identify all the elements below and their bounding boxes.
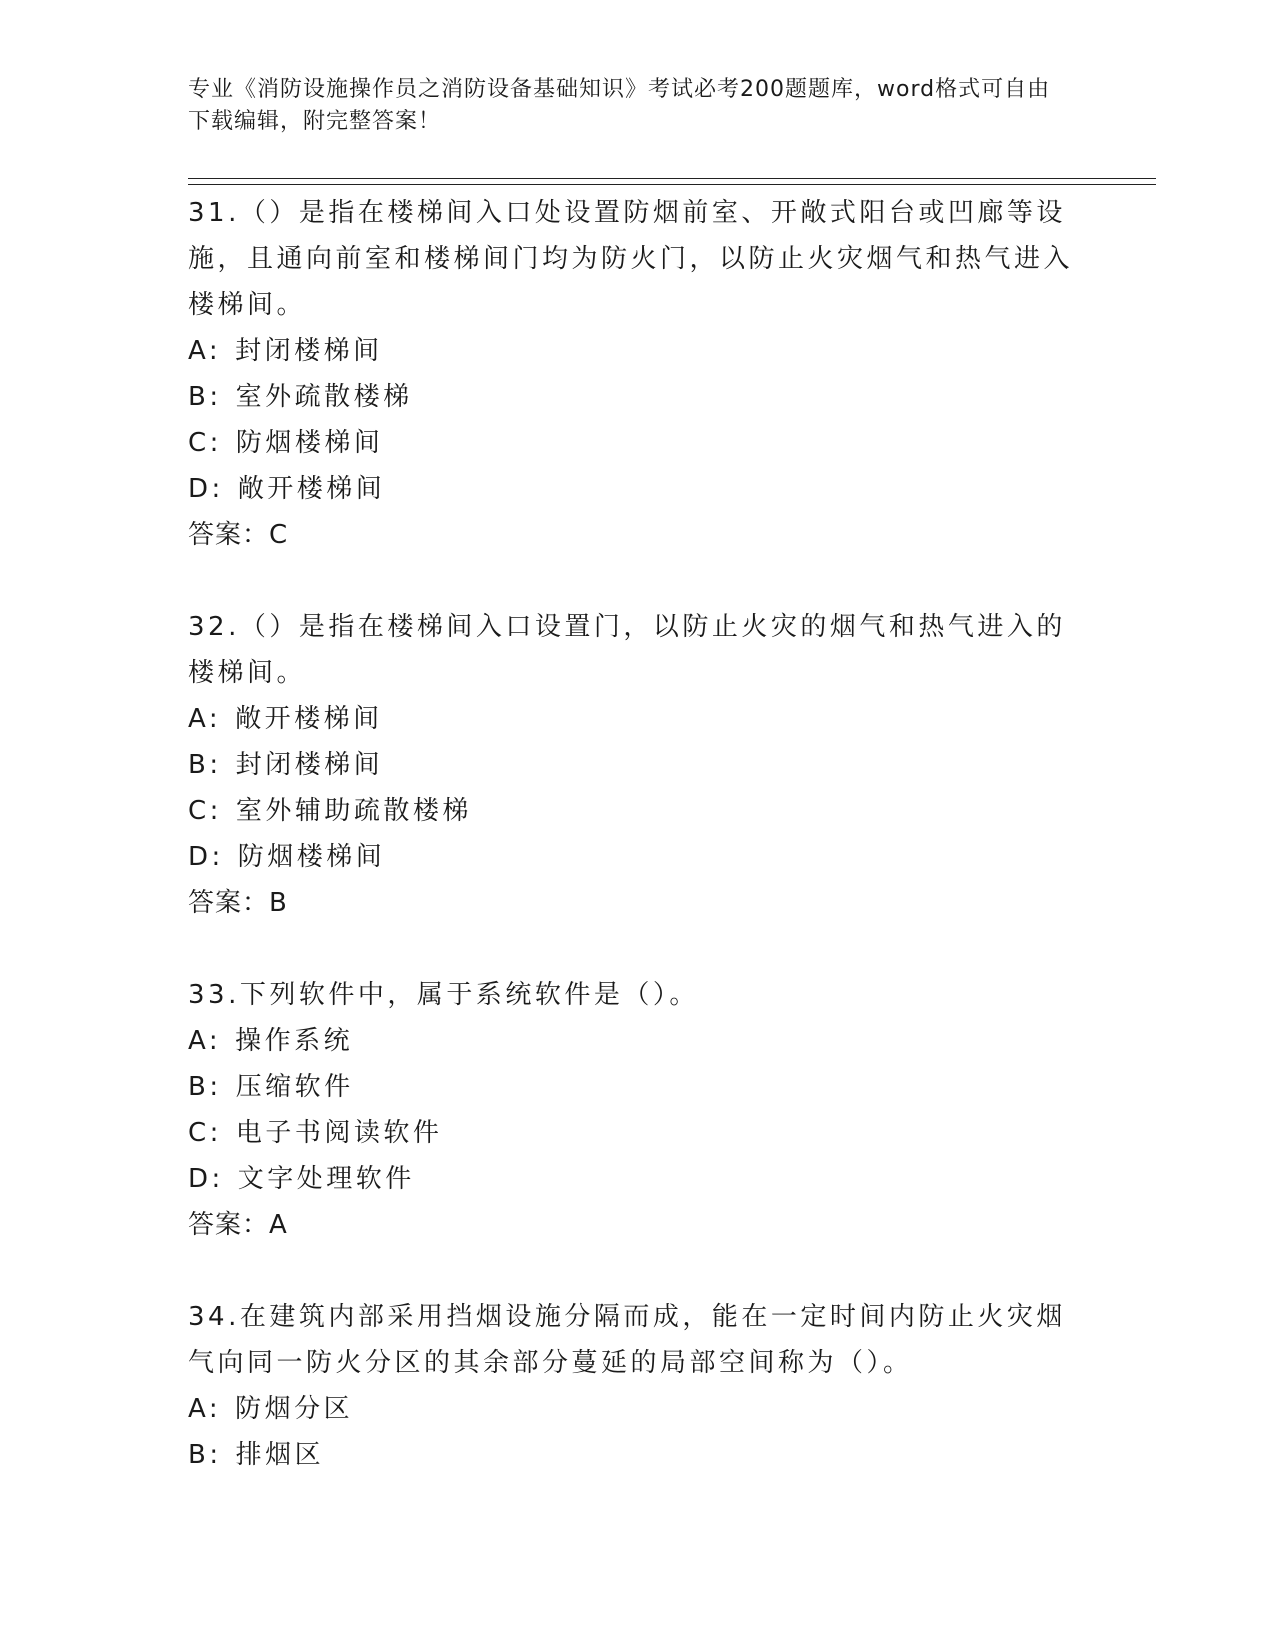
answer-label: 答案：B [188, 888, 288, 918]
option-letter: D: [188, 1164, 224, 1194]
question-stem: 32.（）是指在楼梯间入口设置门，以防止火灾的烟气和热气进入的楼梯间。 [188, 612, 1066, 688]
option-b [188, 374, 1088, 420]
option-c [188, 1110, 1088, 1156]
answer-label: 答案：C [188, 520, 289, 550]
option-letter: A: [188, 704, 222, 734]
option-letter: A: [188, 336, 222, 366]
question-32 [188, 604, 1088, 926]
option-letter: B: [188, 1072, 222, 1102]
question-stem: 34.在建筑内部采用挡烟设施分隔而成，能在一定时间内防止火灾烟气向同一防火分区的其余部分蔓延的局部空间称为（）。 [188, 1302, 1066, 1378]
option-letter: D: [188, 474, 224, 504]
option-text: 敞开楼梯间 [235, 704, 383, 734]
option-letter: B: [188, 1440, 222, 1470]
option-text: 文字处理软件 [237, 1164, 415, 1194]
option-a [188, 696, 1088, 742]
option-b [188, 1064, 1088, 1110]
option-text: 防烟楼梯间 [235, 428, 384, 458]
option-letter: C: [188, 1118, 222, 1148]
option-letter: A: [188, 1026, 222, 1056]
document-header: 专业《消防设施操作员之消防设备基础知识》考试必考200题题库，word格式可自由下载编辑，附完整答案！ [188, 77, 1051, 134]
option-text: 电子书阅读软件 [235, 1118, 443, 1148]
header-divider-top [188, 178, 1156, 179]
option-b [188, 742, 1088, 788]
option-text: 室外辅助疏散楼梯 [235, 796, 472, 826]
question-31 [188, 190, 1088, 558]
question-33 [188, 972, 1088, 1248]
question-stem: 31.（）是指在楼梯间入口处设置防烟前室、开敞式阳台或凹廊等设施，且通向前室和楼梯间门均为防火门，以防止火灾烟气和热气进入楼梯间。 [188, 198, 1074, 320]
option-text: 压缩软件 [235, 1072, 354, 1102]
option-letter: C: [188, 428, 222, 458]
option-text: 封闭楼梯间 [235, 750, 384, 780]
option-d [188, 834, 1088, 880]
option-a [188, 1386, 1088, 1432]
option-d [188, 1156, 1088, 1202]
option-letter: A: [188, 1394, 222, 1424]
question-34 [188, 1294, 1088, 1478]
answer-label: 答案：A [188, 1210, 288, 1240]
question-stem: 33.下列软件中，属于系统软件是（）。 [188, 980, 699, 1010]
option-letter: D: [188, 842, 224, 872]
option-c [188, 420, 1088, 466]
option-b [188, 1432, 1088, 1478]
option-d [188, 466, 1088, 512]
question-list [188, 190, 1088, 1524]
option-letter: C: [188, 796, 222, 826]
option-text: 排烟区 [235, 1440, 325, 1470]
option-text: 敞开楼梯间 [237, 474, 386, 504]
option-text: 防烟分区 [235, 1394, 354, 1424]
option-text: 封闭楼梯间 [235, 336, 383, 366]
option-text: 室外疏散楼梯 [235, 382, 413, 412]
header-divider-bottom [188, 184, 1156, 185]
option-c [188, 788, 1088, 834]
option-letter: B: [188, 382, 222, 412]
option-a [188, 328, 1088, 374]
option-a [188, 1018, 1088, 1064]
option-text: 操作系统 [235, 1026, 354, 1056]
option-letter: B: [188, 750, 222, 780]
option-text: 防烟楼梯间 [237, 842, 386, 872]
